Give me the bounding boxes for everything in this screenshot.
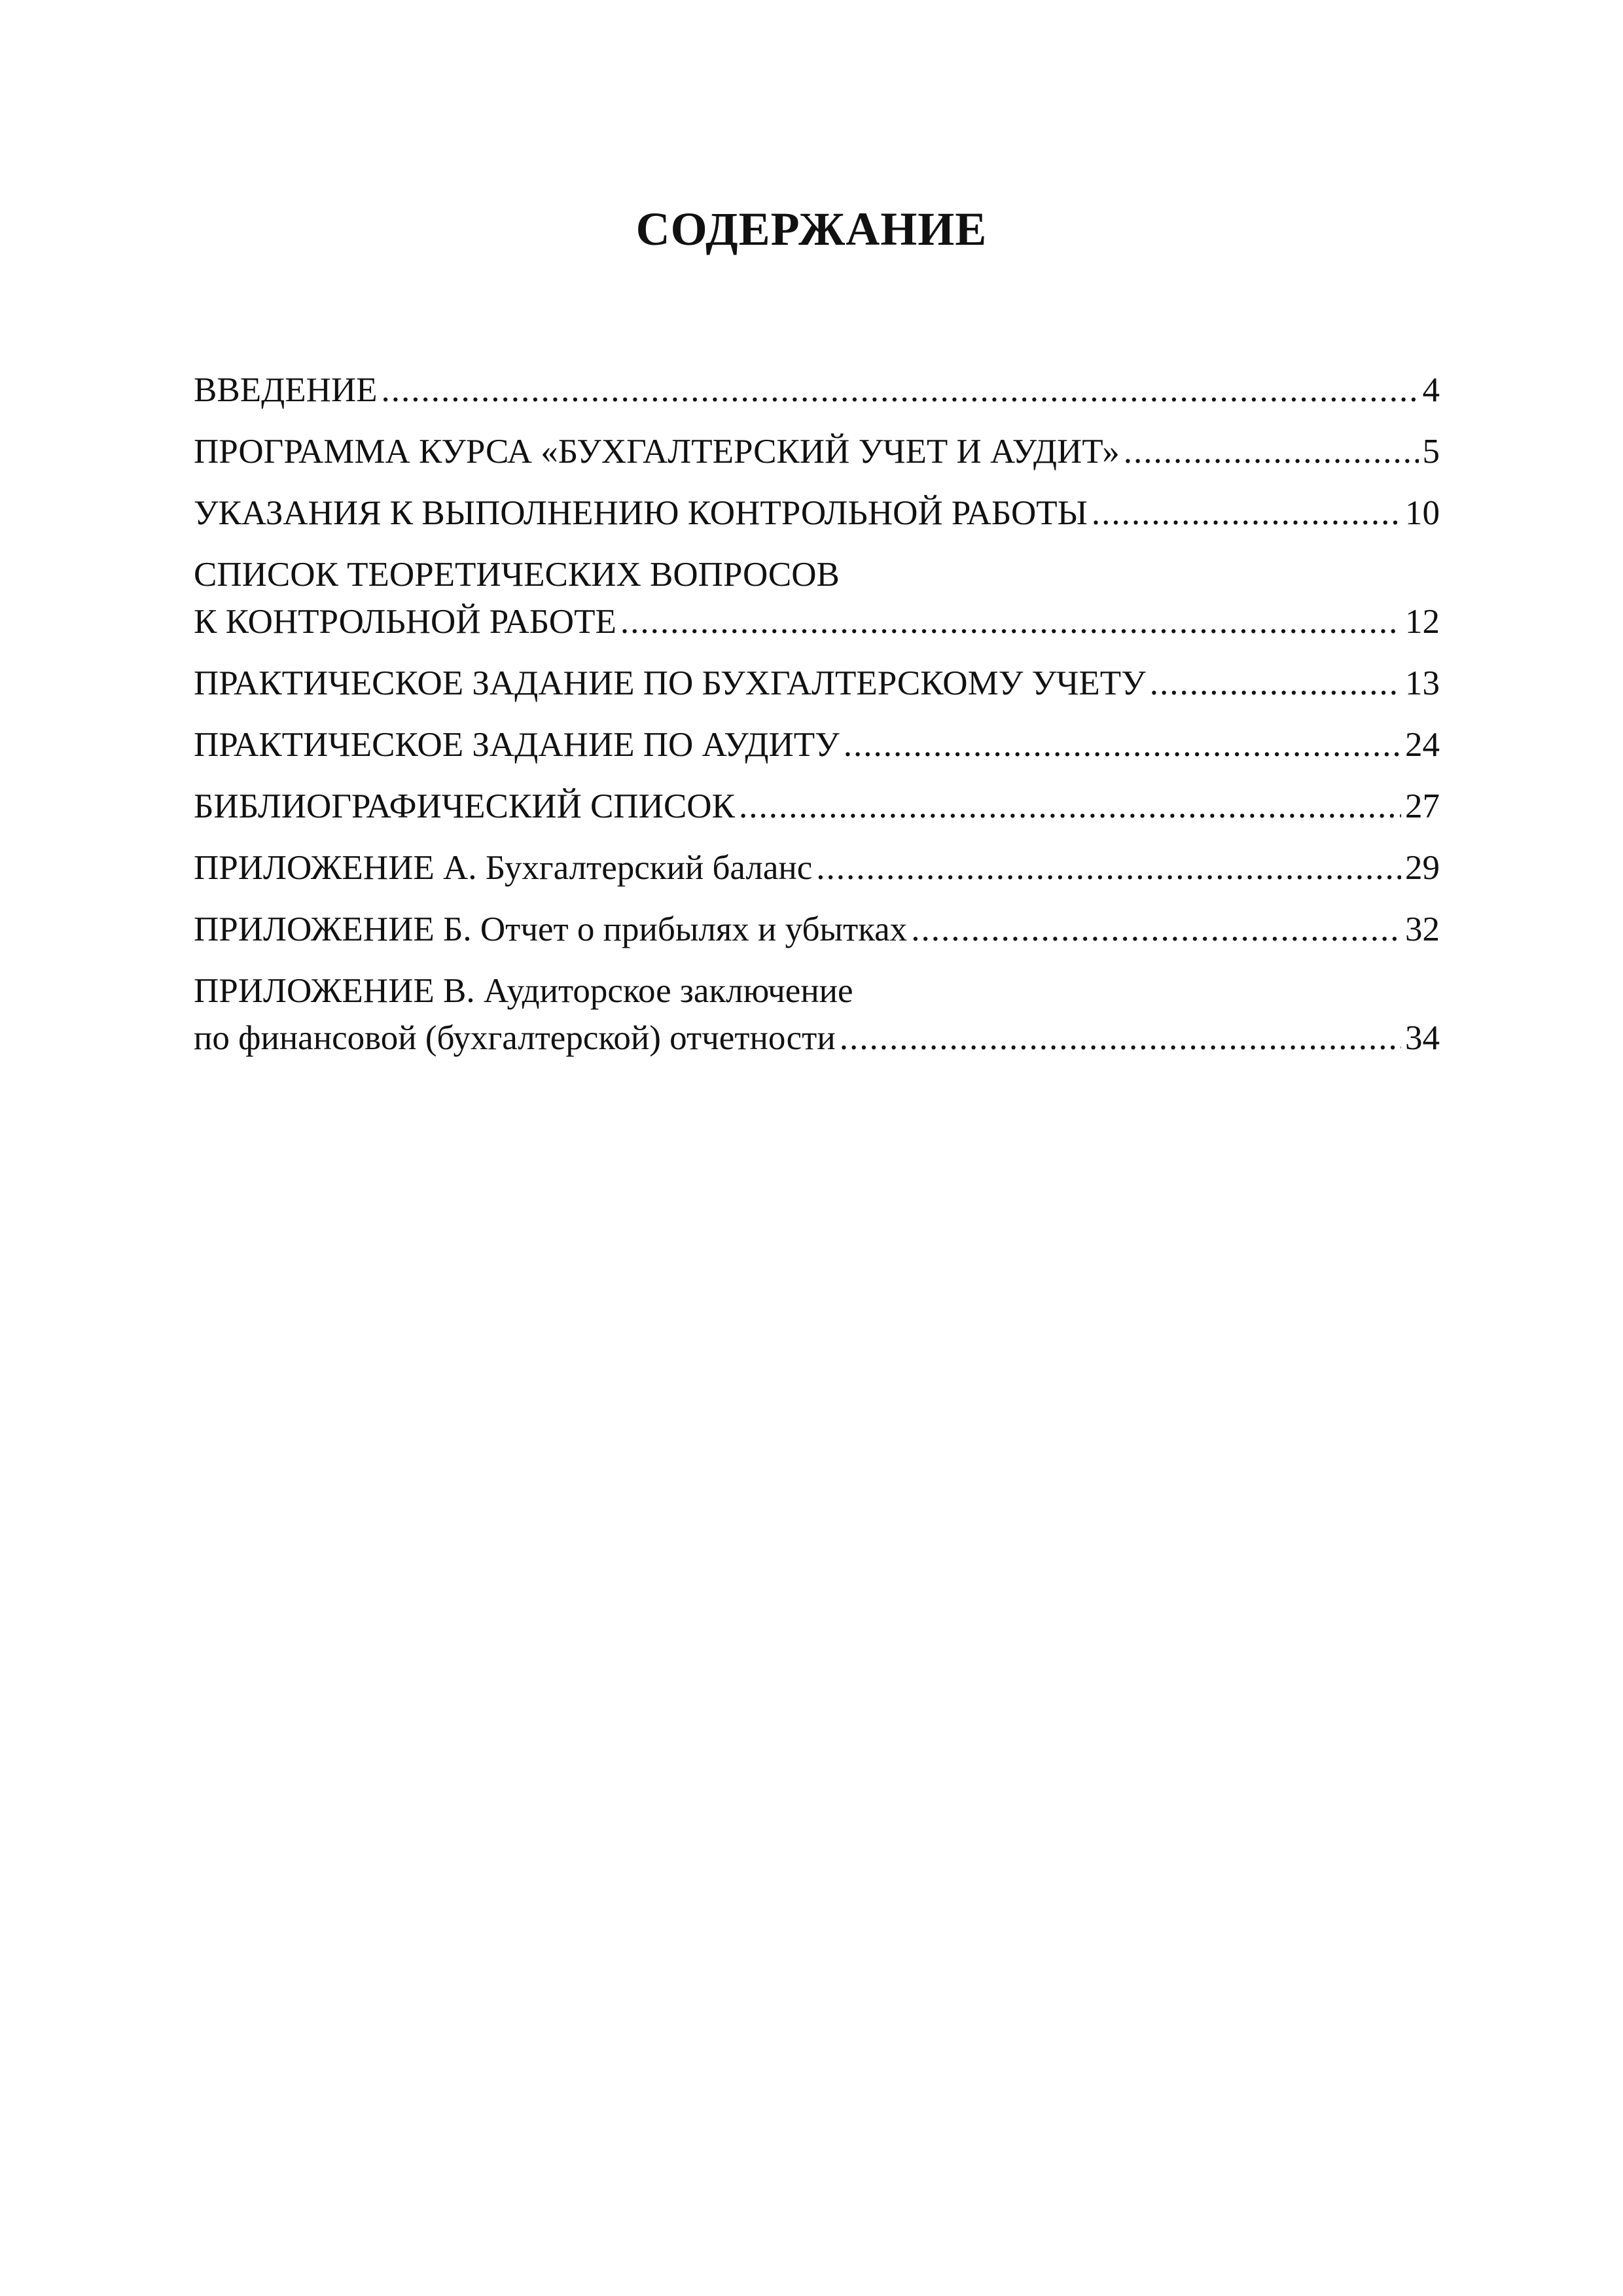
toc-leader-dots — [1150, 660, 1401, 707]
toc-page-number: 29 — [1405, 849, 1440, 887]
toc-entry[interactable] — [194, 844, 1440, 891]
toc-line — [194, 783, 1440, 830]
toc-entry[interactable] — [194, 551, 1440, 645]
toc-entry[interactable] — [194, 783, 1440, 830]
toc-entry-label: ПРИЛОЖЕНИЕ А. Бухгалтерский баланс — [194, 849, 813, 887]
toc-line — [194, 490, 1440, 537]
toc-leader-dots — [1124, 428, 1419, 475]
toc-line — [194, 906, 1440, 953]
toc-entry[interactable] — [194, 967, 1440, 1062]
toc-entry[interactable] — [194, 660, 1440, 707]
toc-page-number: 4 — [1422, 371, 1440, 409]
toc-entry-label: ПРАКТИЧЕСКОЕ ЗАДАНИЕ ПО АУДИТУ — [194, 726, 840, 764]
toc-page-number: 10 — [1405, 494, 1440, 532]
toc-entry-first-line: ПРИЛОЖЕНИЕ В. Аудиторское заключение — [194, 972, 853, 1010]
toc-line — [194, 721, 1440, 768]
toc-page-number: 34 — [1405, 1019, 1440, 1057]
toc-line — [194, 367, 1440, 414]
toc-entry-label: ПРАКТИЧЕСКОЕ ЗАДАНИЕ ПО БУХГАЛТЕРСКОМУ УЧЕТУ — [194, 664, 1146, 702]
toc-entry-label: ПРОГРАММА КУРСА «БУХГАЛТЕРСКИЙ УЧЕТ И АУДИТ» — [194, 433, 1120, 471]
toc-line — [194, 660, 1440, 707]
toc-leader-dots — [911, 906, 1401, 953]
toc-entry[interactable] — [194, 721, 1440, 768]
toc-entry-label: ВВЕДЕНИЕ — [194, 371, 378, 409]
toc-entry[interactable] — [194, 906, 1440, 953]
toc-leader-dots — [816, 844, 1401, 891]
toc-entry[interactable] — [194, 490, 1440, 537]
toc-leader-dots — [844, 721, 1401, 768]
toc-page-number: 24 — [1405, 726, 1440, 764]
toc-page-number: 13 — [1405, 664, 1440, 702]
toc-page-number: 32 — [1405, 910, 1440, 948]
toc-leader-dots — [1092, 490, 1401, 537]
toc-page-number: 27 — [1405, 787, 1440, 825]
toc-entry-label: по финансовой (бухгалтерской) отчетности — [194, 1019, 836, 1057]
toc-entry-label: УКАЗАНИЯ К ВЫПОЛНЕНИЮ КОНТРОЛЬНОЙ РАБОТЫ — [194, 494, 1088, 532]
table-of-contents — [194, 367, 1440, 1076]
toc-leader-dots — [739, 783, 1401, 830]
toc-entry[interactable] — [194, 367, 1440, 414]
toc-leader-dots — [382, 367, 1419, 414]
toc-leader-dots — [840, 1014, 1401, 1062]
toc-entry-label: ПРИЛОЖЕНИЕ Б. Отчет о прибылях и убытках — [194, 910, 908, 948]
toc-entry-label: К КОНТРОЛЬНОЙ РАБОТЕ — [194, 603, 616, 641]
toc-page-number: 12 — [1405, 603, 1440, 641]
toc-page-number: 5 — [1422, 433, 1440, 471]
toc-line — [194, 428, 1440, 475]
toc-line — [194, 1014, 1440, 1062]
page-title: СОДЕРЖАНИЕ — [635, 203, 988, 255]
toc-entry-first-line: СПИСОК ТЕОРЕТИЧЕСКИХ ВОПРОСОВ — [194, 556, 840, 594]
toc-line — [194, 598, 1440, 645]
toc-entry-label: БИБЛИОГРАФИЧЕСКИЙ СПИСОК — [194, 787, 735, 825]
toc-line — [194, 844, 1440, 891]
toc-entry[interactable] — [194, 428, 1440, 475]
toc-leader-dots — [620, 598, 1401, 645]
